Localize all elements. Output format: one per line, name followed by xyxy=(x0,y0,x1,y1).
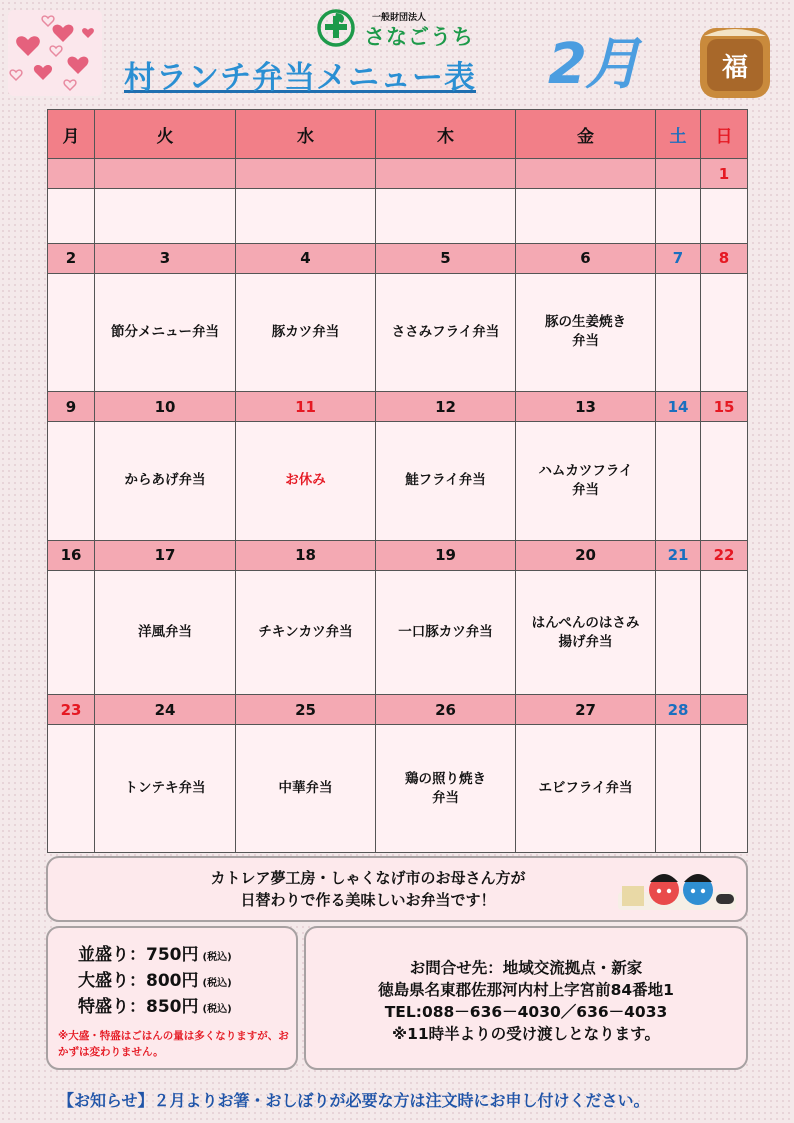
date-cell xyxy=(48,159,95,189)
date-cell: 28 xyxy=(656,695,701,725)
date-cell xyxy=(95,159,236,189)
date-cell: 8 xyxy=(701,243,748,273)
date-cell xyxy=(376,159,516,189)
date-cell xyxy=(701,695,748,725)
date-row xyxy=(48,695,748,725)
menu-cell xyxy=(656,189,701,243)
contact-box xyxy=(304,926,748,1070)
menu-row xyxy=(48,273,748,391)
price-extra-large: 特盛り：850円 (税込) xyxy=(78,997,232,1017)
date-cell xyxy=(656,159,701,189)
date-cell: 9 xyxy=(48,392,95,422)
date-cell: 18 xyxy=(236,540,376,570)
notice-text: 【お知らせ】２月よりお箸・おしぼりが必要な方は注文時にお申し付けください。 xyxy=(58,1091,650,1110)
date-cell: 14 xyxy=(656,392,701,422)
fuku-label: 福 xyxy=(721,53,749,83)
menu-row xyxy=(48,422,748,540)
menu-cell: チキンカツ弁当 xyxy=(236,570,376,695)
menu-cell xyxy=(701,422,748,540)
date-cell: 6 xyxy=(516,243,656,273)
menu-cell xyxy=(701,189,748,243)
menu-cell: 豚の生姜焼き 弁当 xyxy=(516,273,656,391)
menu-cell: からあげ弁当 xyxy=(95,422,236,540)
price-regular: 並盛り：750円 (税込) xyxy=(78,945,232,965)
price-large: 大盛り：800円 (税込) xyxy=(78,971,232,991)
contact-delivery-note: ※11時半よりの受け渡しとなります。 xyxy=(392,1025,660,1043)
date-cell: 20 xyxy=(516,540,656,570)
date-cell: 25 xyxy=(236,695,376,725)
weekday-header: 水 xyxy=(236,110,376,159)
menu-cell xyxy=(95,189,236,243)
menu-cell: 節分メニュー弁当 xyxy=(95,273,236,391)
contact-tel: TEL:088－636－4030／636－4033 xyxy=(384,1003,668,1021)
menu-cell xyxy=(48,725,95,853)
weekday-header: 火 xyxy=(95,110,236,159)
date-row xyxy=(48,159,748,189)
menu-cell xyxy=(701,273,748,391)
menu-cell: 鶏の照り焼き 弁当 xyxy=(376,725,516,853)
menu-cell: 中華弁当 xyxy=(236,725,376,853)
contact-heading: お問合せ先：地域交流拠点・新家 xyxy=(409,959,643,977)
menu-cell: エビフライ弁当 xyxy=(516,725,656,853)
date-cell: 23 xyxy=(48,695,95,725)
date-cell: 7 xyxy=(656,243,701,273)
weekday-header: 木 xyxy=(376,110,516,159)
date-cell: 2 xyxy=(48,243,95,273)
date-cell: 15 xyxy=(701,392,748,422)
info-banner xyxy=(46,856,748,922)
date-cell: 24 xyxy=(95,695,236,725)
menu-row xyxy=(48,725,748,853)
menu-cell: 豚カツ弁当 xyxy=(236,273,376,391)
price-box xyxy=(46,926,298,1070)
contact-address: 徳島県名東郡佐那河内村上字宮前84番地1 xyxy=(378,981,674,999)
date-cell: 26 xyxy=(376,695,516,725)
menu-calendar xyxy=(47,109,748,853)
weekday-header-row xyxy=(48,110,748,159)
menu-cell: トンテキ弁当 xyxy=(95,725,236,853)
date-cell: 4 xyxy=(236,243,376,273)
menu-cell: はんぺんのはさみ 揚げ弁当 xyxy=(516,570,656,695)
date-cell: 12 xyxy=(376,392,516,422)
fuku-masu-icon xyxy=(696,24,774,102)
date-row xyxy=(48,540,748,570)
date-cell: 27 xyxy=(516,695,656,725)
weekday-header: 金 xyxy=(516,110,656,159)
date-cell: 16 xyxy=(48,540,95,570)
menu-cell xyxy=(656,422,701,540)
weekday-header: 日 xyxy=(701,110,748,159)
menu-cell: 洋風弁当 xyxy=(95,570,236,695)
weekday-header: 月 xyxy=(48,110,95,159)
weekday-header: 土 xyxy=(656,110,701,159)
menu-cell: ハムカツフライ 弁当 xyxy=(516,422,656,540)
menu-cell: ささみフライ弁当 xyxy=(376,273,516,391)
date-row xyxy=(48,392,748,422)
menu-cell xyxy=(48,570,95,695)
menu-cell xyxy=(48,189,95,243)
date-cell: 1 xyxy=(701,159,748,189)
date-cell: 5 xyxy=(376,243,516,273)
date-cell: 19 xyxy=(376,540,516,570)
menu-cell: 一口豚カツ弁当 xyxy=(376,570,516,695)
date-cell: 3 xyxy=(95,243,236,273)
org-name: さなごうち xyxy=(364,25,474,49)
page-title: 村ランチ弁当メニュー表 xyxy=(124,60,476,96)
menu-cell: 鮭フライ弁当 xyxy=(376,422,516,540)
menu-cell xyxy=(656,570,701,695)
menu-row xyxy=(48,189,748,243)
menu-cell xyxy=(376,189,516,243)
date-cell: 21 xyxy=(656,540,701,570)
menu-cell xyxy=(48,422,95,540)
menu-cell xyxy=(48,273,95,391)
hearts-decoration xyxy=(8,10,102,96)
oni-mascot-illustration xyxy=(618,864,736,914)
org-subtitle: 一般財団法人 xyxy=(372,13,427,23)
month-label: 2月 xyxy=(548,32,639,97)
date-cell xyxy=(236,159,376,189)
date-cell xyxy=(516,159,656,189)
date-cell: 13 xyxy=(516,392,656,422)
menu-cell xyxy=(701,570,748,695)
menu-cell xyxy=(516,189,656,243)
date-cell: 11 xyxy=(236,392,376,422)
date-cell: 22 xyxy=(701,540,748,570)
menu-row xyxy=(48,570,748,695)
menu-cell xyxy=(656,725,701,853)
date-cell: 17 xyxy=(95,540,236,570)
date-row xyxy=(48,243,748,273)
menu-cell xyxy=(236,189,376,243)
banner-text: カトレア夢工房・しゃくなげ市のお母さん方が 日替わりで作る美味しいお弁当です！ xyxy=(210,869,526,909)
menu-cell xyxy=(701,725,748,853)
date-cell: 10 xyxy=(95,392,236,422)
menu-cell: お休み xyxy=(236,422,376,540)
menu-cell xyxy=(656,273,701,391)
price-note: ※大盛・特盛はごはんの量は多くなりますが、おかずは変わりません。 xyxy=(58,1030,289,1058)
